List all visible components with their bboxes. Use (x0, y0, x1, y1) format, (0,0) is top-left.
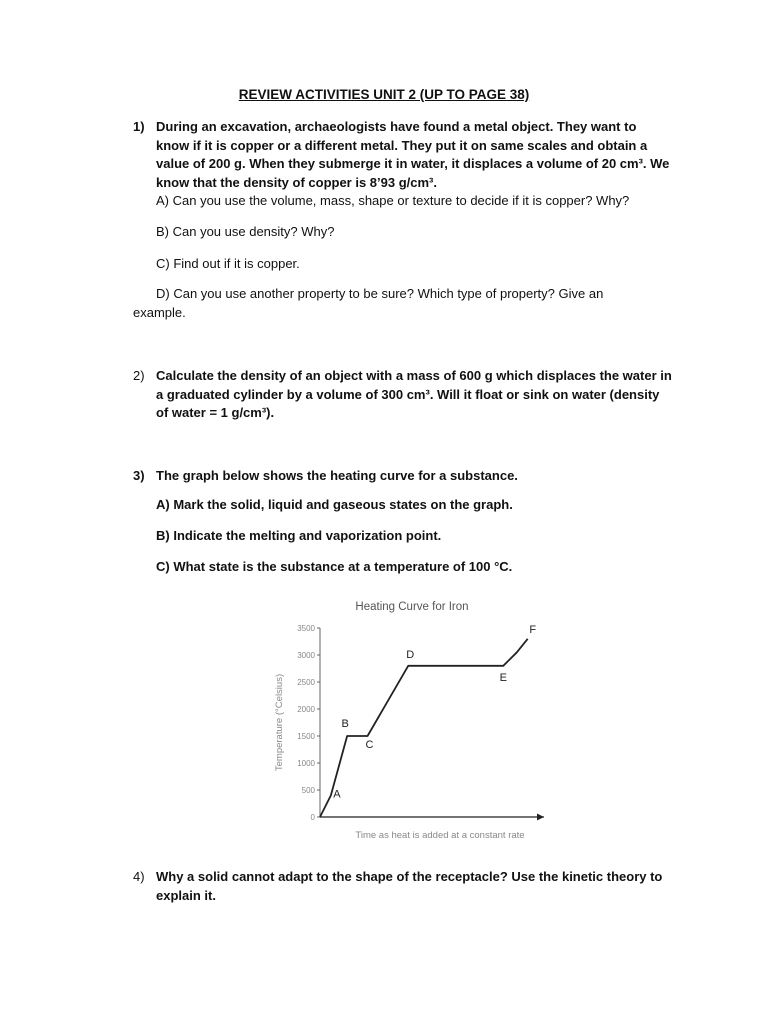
question-2-number: 2) (133, 368, 145, 383)
y-axis-label: Temperature (°Celsius) (274, 673, 285, 772)
point-label-b: B (341, 718, 349, 730)
x-axis-arrow (537, 814, 544, 821)
question-1-text: During an excavation, archaeologists have found a metal object. They want to know if it is copper or a different metal. They put it on same scales and obtain a value of 200 g. When they submerge it in water, it displaces a volume of 20 cm³. We know that the density of copper is 8’93 g/cm³. (156, 119, 670, 190)
question-3c: C) What state is the substance at a temperature of 100 °C. (156, 559, 513, 574)
x-axis-label: Time as heat is added at a constant rate (355, 830, 525, 841)
y-tick-label: 1000 (297, 759, 315, 768)
chart-title: Heating Curve for Iron (355, 601, 469, 613)
y-tick-label: 3000 (297, 651, 315, 660)
y-tick-label: 2000 (297, 705, 315, 714)
y-tick-label: 1500 (297, 732, 315, 741)
question-2-text: Calculate the density of an object with a mass of 600 g which displaces the water in a graduated cylinder by a volume of 300 cm³. Will it float or sink on water (density of water = 1 g/cm³). (156, 368, 672, 420)
point-label-c: C (365, 739, 374, 751)
question-1d: D) Can you use another property to be sure? Which type of property? Give an (156, 286, 604, 301)
point-label-d: D (406, 648, 415, 661)
y-tick-label: 3500 (297, 624, 315, 633)
heating-curve-chart (262, 592, 562, 847)
point-label-a: A (333, 788, 341, 801)
y-tick-label: 2500 (297, 678, 315, 687)
question-3-number: 3) (133, 468, 145, 483)
question-4 (133, 868, 673, 905)
page-title: REVIEW ACTIVITIES UNIT 2 (UP TO PAGE 38) (238, 87, 530, 102)
question-3-text: The graph below shows the heating curve for a substance. (156, 468, 518, 483)
question-1d-continued: example. (133, 305, 186, 320)
point-label-e: E (499, 671, 507, 684)
question-1b: B) Can you use density? Why? (156, 224, 335, 239)
question-4-number: 4) (133, 869, 145, 884)
question-1c: C) Find out if it is copper. (156, 256, 300, 271)
question-4-text: Why a solid cannot adapt to the shape of the receptacle? Use the kinetic theory to explain it. (156, 869, 663, 903)
y-tick-label: 0 (310, 813, 315, 822)
heating-curve-line (320, 639, 528, 817)
heating-curve-svg (262, 592, 562, 847)
question-1 (133, 118, 673, 192)
question-3a: A) Mark the solid, liquid and gaseous states on the graph. (156, 497, 513, 512)
question-1-number: 1) (133, 119, 145, 134)
question-2 (133, 367, 673, 423)
point-label-f: F (529, 623, 537, 636)
question-3 (133, 467, 673, 486)
question-1a: A) Can you use the volume, mass, shape or texture to decide if it is copper? Why? (156, 193, 630, 208)
question-3b: B) Indicate the melting and vaporization point. (156, 528, 442, 543)
y-tick-label: 500 (301, 786, 315, 795)
